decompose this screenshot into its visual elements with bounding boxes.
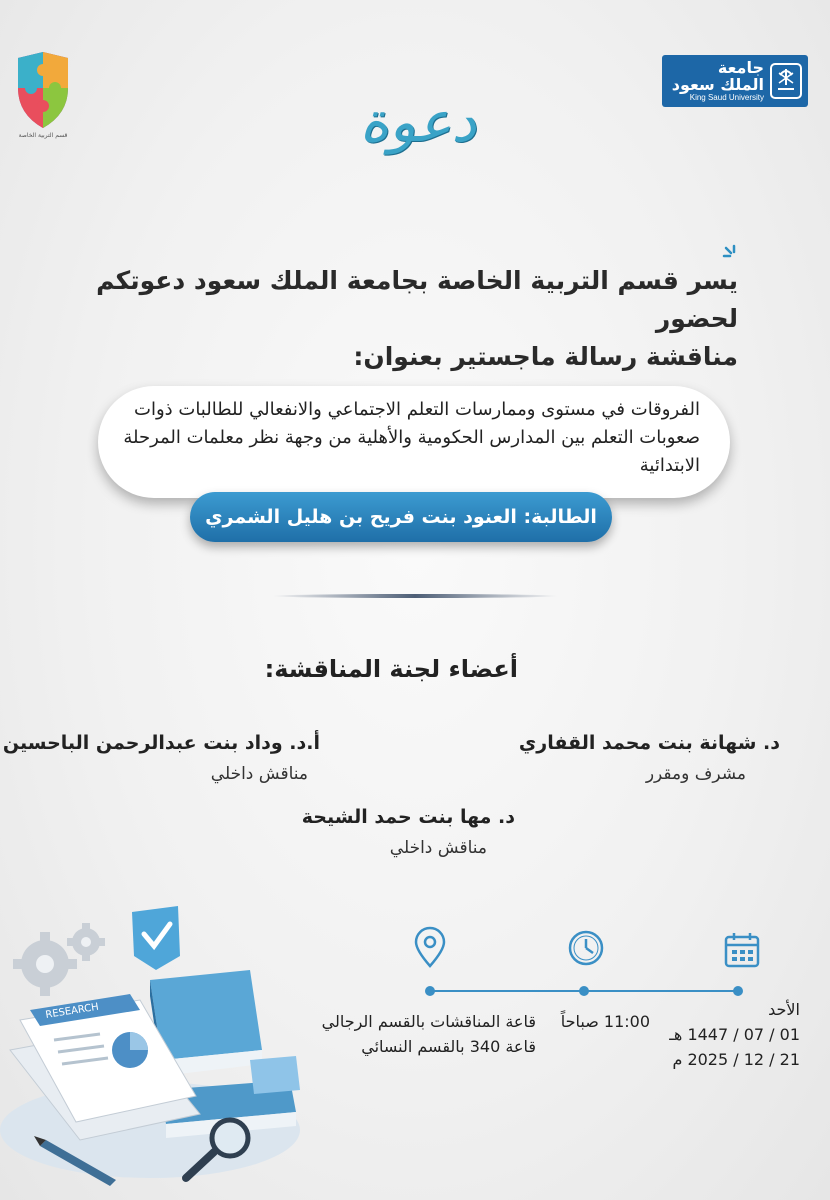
event-hijri-date: 01 / 07 / 1447 هـ: [669, 1025, 800, 1044]
ksu-emblem-icon: [770, 63, 802, 99]
student-label: الطالبة:: [523, 506, 597, 528]
event-time: 11:00 صباحاً: [560, 1012, 650, 1031]
gear-icon: [67, 923, 105, 961]
event-day: الأحد: [768, 1000, 800, 1019]
event-location: [322, 1009, 536, 1059]
member-role: مناقش داخلي: [210, 764, 308, 784]
department-logo: [14, 48, 72, 148]
event-date: [669, 997, 800, 1072]
timeline: [404, 984, 764, 998]
member-name: أ.د. وداد بنت عبدالرحمن الباحسين: [2, 732, 320, 754]
location-line-1: قاعة المناقشات بالقسم الرجالي: [321, 1012, 536, 1031]
committee-member-2: [3, 732, 320, 784]
member-role: مشرف ومقرر: [645, 764, 746, 784]
ksu-logo-arabic: جامعة الملك سعود: [671, 58, 764, 94]
committee-member-1: [519, 732, 780, 784]
section-divider: [272, 594, 558, 598]
student-banner: [190, 492, 612, 542]
department-caption: قسم التربية الخاصة: [18, 132, 68, 139]
invitation-intro: [78, 262, 738, 376]
sparkle-icon: [722, 244, 742, 264]
member-name: د. شهانة بنت محمد القفاري: [518, 732, 780, 754]
location-line-2: قاعة 340 بالقسم النسائي: [361, 1037, 536, 1056]
student-name: العنود بنت فريح بن هليل الشمري: [205, 506, 517, 528]
member-role: مناقش داخلي: [389, 838, 487, 858]
puzzle-logo-icon: [14, 48, 72, 132]
thesis-title: الفروقات في مستوى وممارسات التعلم الاجتماعي والانفعالي للطالبات ذوات صعوبات التعلم بين المدارس الحكومية والأهلية من وجهة نظر معلمات المرحلة الابتدائية: [123, 399, 700, 476]
location-pin-icon: [408, 926, 452, 970]
committee-heading: أعضاء لجنة المناقشة:: [264, 655, 518, 683]
thesis-title-box: [98, 386, 730, 498]
checkmark-icon: [132, 906, 180, 970]
member-name: د. مها بنت حمد الشيحة: [301, 806, 515, 828]
intro-line-1: يسر قسم التربية الخاصة بجامعة الملك سعود دعوتكم لحضور: [96, 266, 738, 333]
research-illustration: [0, 900, 320, 1200]
intro-line-2: مناقشة رسالة ماجستير بعنوان:: [353, 342, 738, 371]
event-gregorian-date: 21 / 12 / 2025 م: [672, 1050, 800, 1069]
report-label: RESEARCH: [44, 1001, 100, 1021]
ksu-logo: [662, 55, 808, 107]
clock-icon: [564, 926, 608, 970]
invitation-heading: دعوة: [359, 90, 477, 155]
calendar-icon: [720, 928, 764, 972]
committee-member-3: [302, 806, 515, 858]
ksu-logo-english: King Saud University: [689, 93, 764, 102]
